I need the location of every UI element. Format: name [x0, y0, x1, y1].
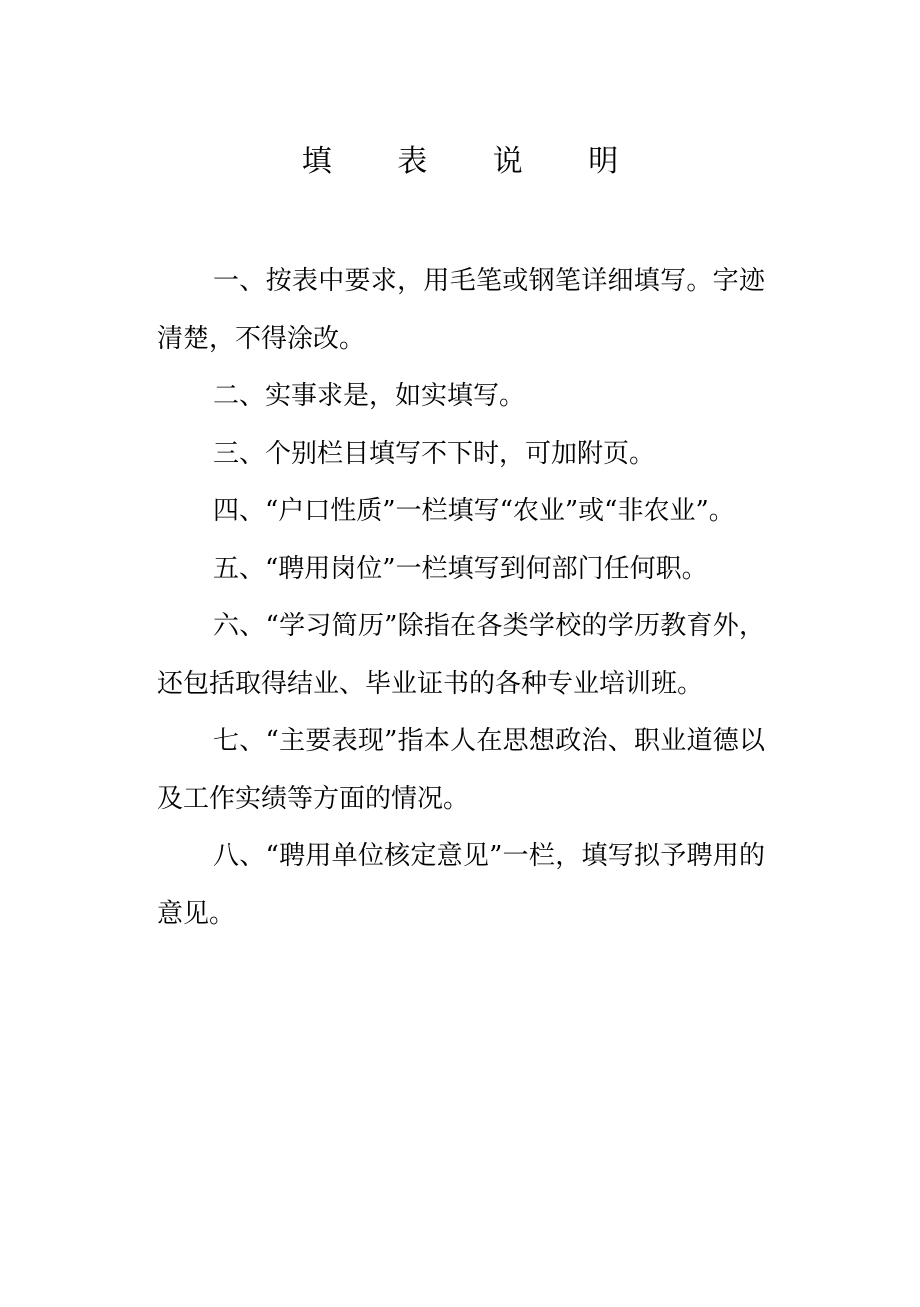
instruction-item-6: 六、“学习简历”除指在各类学校的学历教育外，还包括取得结业、毕业证书的各种专业培训班。 — [157, 611, 765, 699]
instruction-item-3: 三、个别栏目填写不下时，可加附页。 — [213, 438, 656, 469]
instructions-list — [157, 253, 765, 943]
document-title: 填 表 说 明 — [301, 144, 647, 179]
instruction-item-4: 四、“户口性质”一栏填写“农业”或“非农业”。 — [213, 496, 735, 526]
instruction-item-5: 五、“聘用岗位”一栏填写到何部门任何职。 — [213, 553, 708, 584]
instruction-item-7: 七、“主要表现”指本人在思想政治、职业道德以及工作实绩等方面的情况。 — [157, 726, 765, 814]
instruction-item-2: 二、实事求是，如实填写。 — [213, 381, 526, 411]
instruction-item-8: 八、“聘用单位核定意见”一栏，填写拟予聘用的意见。 — [157, 841, 765, 929]
instruction-item-1: 一、按表中要求，用毛笔或钢笔详细填写。字迹清楚，不得涂改。 — [157, 266, 765, 354]
